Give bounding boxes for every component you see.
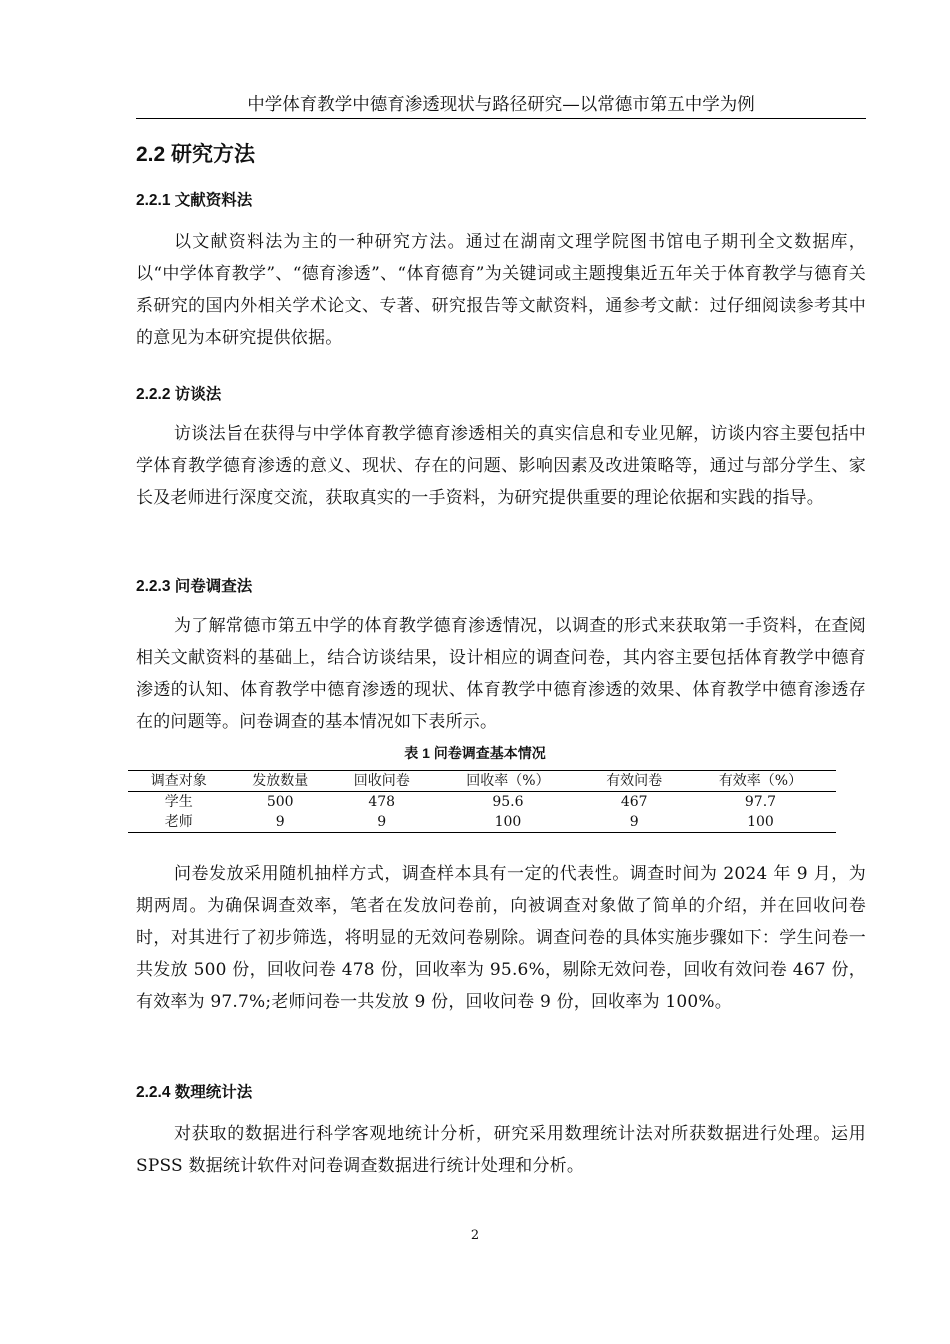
- paragraph-interview: 访谈法旨在获得与中学体育教学德育渗透相关的真实信息和专业见解，访谈内容主要包括中学体育教学德育渗透的意义、现状、存在的问题、影响因素及改进策略等，通过与部分学生、家长及老师进行深度交流，获取真实的一手资料，为研究提供重要的理论依据和实践的指导。: [136, 424, 866, 508]
- running-header: 中学体育教学中德育渗透现状与路径研究—以常德市第五中学为例: [136, 94, 866, 119]
- table-cell: 95.6: [492, 794, 524, 810]
- table-header-cell: 发放数量: [252, 773, 309, 789]
- table-cell: 100: [494, 814, 522, 830]
- table-cell: 500: [266, 794, 294, 810]
- table-cell: 478: [368, 794, 396, 810]
- table-cell: 97.7: [744, 794, 777, 810]
- table-header-cell: 有效率（%）: [718, 773, 803, 789]
- survey-table: [128, 770, 836, 833]
- subsection-heading-questionnaire: 2.2.3 问卷调查法: [136, 578, 253, 595]
- table-cell: 100: [747, 814, 774, 830]
- table-cell: 老师: [164, 814, 193, 830]
- section-heading: 2.2 研究方法: [136, 143, 256, 166]
- table-caption: 表 1 问卷调查基本情况: [404, 745, 546, 761]
- table-row: [128, 812, 836, 833]
- table-header-cell: 回收问卷: [353, 773, 410, 789]
- page-number: 2: [470, 1228, 480, 1243]
- subsection-heading-statistics: 2.2.4 数理统计法: [136, 1084, 253, 1101]
- table-cell: 9: [629, 814, 639, 830]
- table-cell: 9: [377, 814, 387, 830]
- table-header-cell: 调查对象: [150, 773, 207, 789]
- table-header-row: [128, 771, 836, 792]
- paragraph-questionnaire-details: 问卷发放采用随机抽样方式，调查样本具有一定的代表性。调查时间为 2024 年 9 月，为期两周。为确保调查效率，笔者在发放问卷前，向被调查对象做了简单的介绍，并在回收问卷时，对其进行了初步筛选，将明显的无效问卷剔除。调查问卷的具体实施步骤如下：学生问卷一共发放 500 份，回收问卷 478 份，回收率为 95.6%，剔除无效问卷，回收有效问卷 467 份，有效率为 97.7%;老师问卷一共发放 9 份，回收问卷 9 份，回收率为 100%。: [136, 864, 866, 1012]
- table-row: [128, 792, 836, 813]
- paragraph-questionnaire-intro: 为了解常德市第五中学的体育教学德育渗透情况，以调查的形式来获取第一手资料，在查阅相关文献资料的基础上，结合访谈结果，设计相应的调查问卷，其内容主要包括体育教学中德育渗透的认知、体育教学中德育渗透的现状、体育教学中德育渗透的效果、体育教学中德育渗透存在的问题等。问卷调查的基本情况如下表所示。: [136, 616, 866, 732]
- paragraph-statistics: 对获取的数据进行科学客观地统计分析，研究采用数理统计法对所获数据进行处理。运用 SPSS 数据统计软件对问卷调查数据进行统计处理和分析。: [136, 1124, 866, 1176]
- paragraph-literature: 以文献资料法为主的一种研究方法。通过在湖南文理学院图书馆电子期刊全文数据库，以“中学体育教学”、“德育渗透”、“体育德育”为关键词或主题搜集近五年关于体育教学与德育关系研究的国内外相关学术论文、专著、研究报告等文献资料，通参考文献：过仔细阅读参考其中的意见为本研究提供依据。: [136, 232, 866, 348]
- table-cell: 学生: [164, 794, 193, 810]
- table-cell: 467: [620, 794, 648, 810]
- table-header-cell: 回收率（%）: [466, 773, 550, 789]
- subsection-heading-interview: 2.2.2 访谈法: [136, 386, 222, 403]
- table-cell: 9: [275, 814, 285, 830]
- subsection-heading-literature: 2.2.1 文献资料法: [136, 192, 253, 209]
- table-header-cell: 有效问卷: [606, 773, 663, 789]
